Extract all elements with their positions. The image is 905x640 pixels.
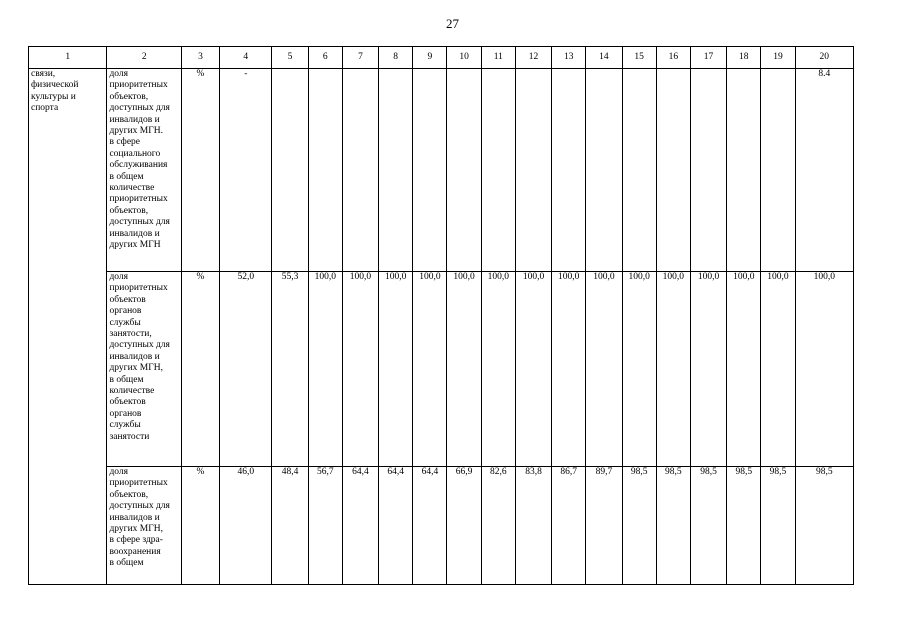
header-cell: 10 [447, 47, 481, 69]
header-row [29, 47, 854, 69]
value-cell: 100,0 [515, 272, 551, 467]
indicator-cell [107, 69, 181, 272]
value-cell: 98,5 [761, 467, 795, 585]
value-cell: 64,4 [379, 467, 413, 585]
value-cell [308, 69, 342, 272]
value-cell: 89,7 [586, 467, 622, 585]
header-cell: 19 [761, 47, 795, 69]
value-cell: 66,9 [447, 467, 481, 585]
value-cell [481, 69, 515, 272]
header-cell: 8 [379, 47, 413, 69]
value-cell: 64,4 [413, 467, 447, 585]
header-cell: 6 [308, 47, 342, 69]
header-cell: 5 [272, 47, 308, 69]
value-cell: 48,4 [272, 467, 308, 585]
value-cell [272, 69, 308, 272]
header-cell: 13 [552, 47, 586, 69]
value-cell: 98,5 [622, 467, 656, 585]
header-cell: 4 [220, 47, 272, 69]
value-cell [690, 69, 726, 272]
header-cell: 11 [481, 47, 515, 69]
value-cell: 100,0 [308, 272, 342, 467]
header-cell: 1 [29, 47, 107, 69]
value-cell: 100,0 [761, 272, 795, 467]
header-cell: 15 [622, 47, 656, 69]
header-cell: 3 [181, 47, 219, 69]
unit-cell: % [181, 272, 219, 467]
value-cell: 46,0 [220, 467, 272, 585]
indicator-text: доля приоритетных объектов органов службы занятости, доступных для инвалидов и других МГН, в общем количестве объектов органов службы занятости [109, 272, 170, 442]
indicator-cell [107, 272, 181, 467]
value-cell: - [220, 69, 272, 272]
value-cell [586, 69, 622, 272]
value-cell: 86,7 [552, 467, 586, 585]
value-cell: 98,5 [727, 467, 761, 585]
header-cell: 14 [586, 47, 622, 69]
table-row [29, 69, 854, 272]
unit-cell: % [181, 69, 219, 272]
value-cell [379, 69, 413, 272]
category-cell [29, 69, 107, 585]
header-cell: 7 [342, 47, 378, 69]
header-cell: 16 [656, 47, 690, 69]
value-cell [447, 69, 481, 272]
unit-cell: % [181, 467, 219, 585]
value-cell: 100,0 [622, 272, 656, 467]
indicator-cell [107, 467, 181, 585]
value-cell: 100,0 [690, 272, 726, 467]
value-cell: 100,0 [447, 272, 481, 467]
header-cell: 17 [690, 47, 726, 69]
value-cell: 83,8 [515, 467, 551, 585]
value-cell [727, 69, 761, 272]
header-cell: 20 [795, 47, 853, 69]
header-cell: 18 [727, 47, 761, 69]
value-cell [342, 69, 378, 272]
page-number: 27 [446, 16, 459, 31]
value-cell: 56,7 [308, 467, 342, 585]
value-cell: 98,5 [656, 467, 690, 585]
value-cell: 8.4 [795, 69, 853, 272]
value-cell: 100,0 [795, 272, 853, 467]
header-cell: 9 [413, 47, 447, 69]
value-cell [413, 69, 447, 272]
value-cell: 100,0 [413, 272, 447, 467]
value-cell [515, 69, 551, 272]
value-cell [656, 69, 690, 272]
value-cell: 64,4 [342, 467, 378, 585]
table-row [29, 467, 854, 585]
value-cell: 100,0 [727, 272, 761, 467]
value-cell: 100,0 [586, 272, 622, 467]
value-cell: 55,3 [272, 272, 308, 467]
header-cell: 2 [107, 47, 181, 69]
value-cell: 100,0 [379, 272, 413, 467]
value-cell: 100,0 [342, 272, 378, 467]
value-cell: 52,0 [220, 272, 272, 467]
value-cell: 100,0 [552, 272, 586, 467]
indicator-text: доля приоритетных объектов, доступных для инвалидов и других МГН. в сфере социального обслуживания в общем количестве приоритетных объектов, доступных для инвалидов и других МГН [109, 69, 170, 251]
table-row [29, 272, 854, 467]
value-cell [761, 69, 795, 272]
value-cell: 100,0 [481, 272, 515, 467]
value-cell [622, 69, 656, 272]
header-cell: 12 [515, 47, 551, 69]
value-cell: 98,5 [795, 467, 853, 585]
value-cell: 82,6 [481, 467, 515, 585]
indicator-text: доля приоритетных объектов, доступных для инвалидов и других МГН, в сфере здра- воохранения в общем [109, 467, 170, 569]
data-table [28, 46, 854, 585]
value-cell: 100,0 [656, 272, 690, 467]
value-cell: 98,5 [690, 467, 726, 585]
value-cell [552, 69, 586, 272]
category-text: связи, физической культуры и спорта [31, 69, 79, 114]
